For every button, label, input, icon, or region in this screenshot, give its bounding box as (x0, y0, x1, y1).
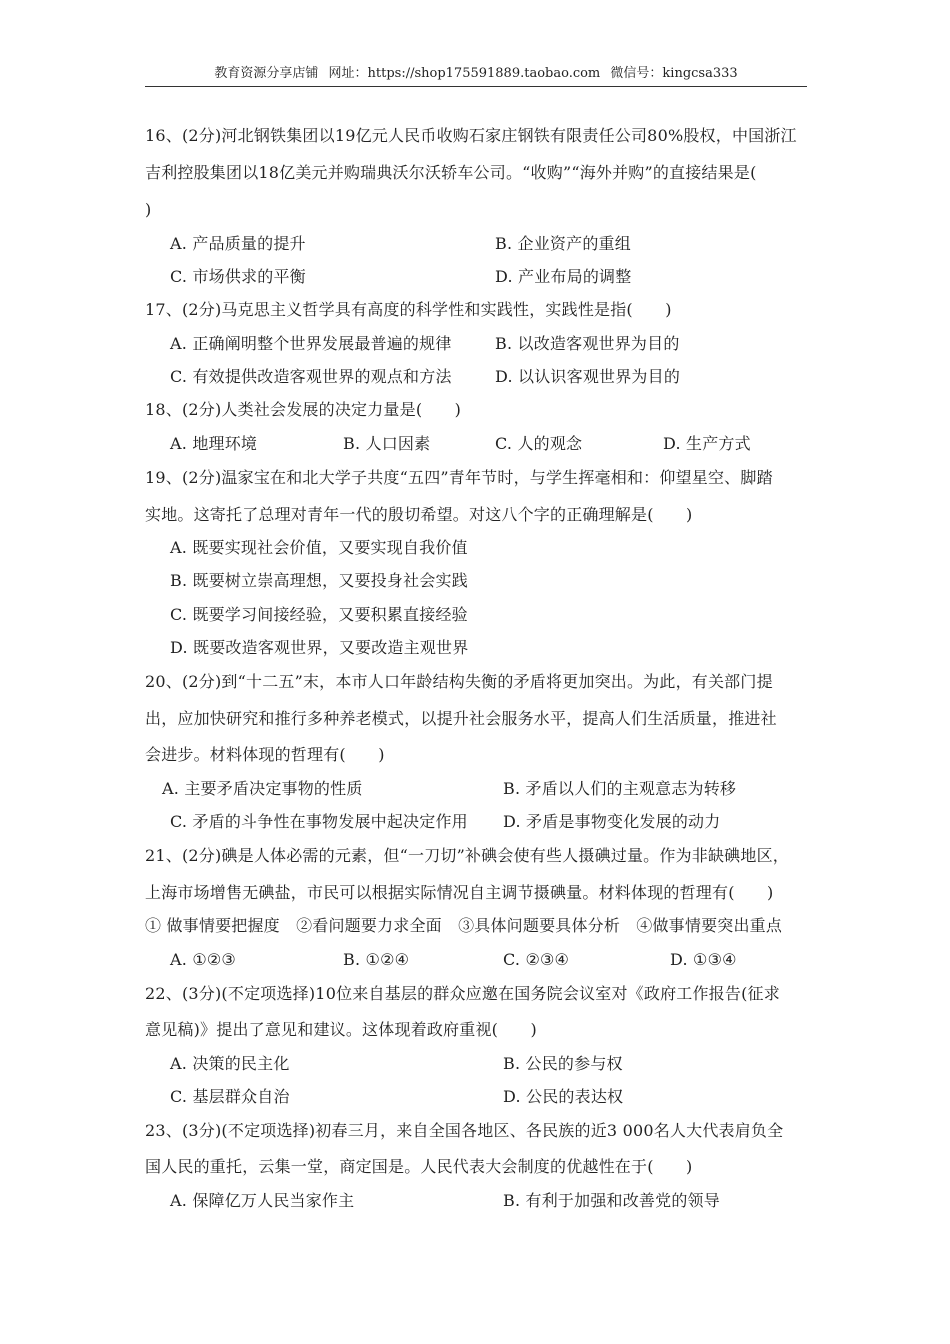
question-17-option-b: B. 以改造客观世界为目的 (495, 334, 680, 353)
question-19-option-b: B. 既要树立崇高理想，又要投身社会实践 (170, 571, 468, 590)
question-20-stem-line-1: 20、(2分)到“十二五”末，本市人口年龄结构失衡的矛盾将更加突出。为此，有关部门提 (145, 672, 773, 691)
question-16-stem-line-3: ) (145, 200, 152, 219)
question-19-option-d: D. 既要改造客观世界，又要改造主观世界 (170, 638, 469, 657)
question-16-option-d: D. 产业布局的调整 (495, 267, 632, 286)
page-header (145, 64, 807, 87)
question-22-option-a: A. 决策的民主化 (170, 1054, 290, 1073)
question-17-stem-line-1: 17、(2分)马克思主义哲学具有高度的科学性和实践性，实践性是指( ) (145, 300, 672, 319)
question-20-stem-line-3: 会进步。材料体现的哲理有( ) (145, 745, 385, 764)
question-17-option-c: C. 有效提供改造客观世界的观点和方法 (170, 367, 452, 386)
question-20-option-c: C. 矛盾的斗争性在事物发展中起决定作用 (170, 812, 468, 831)
question-18-option-c: C. 人的观念 (495, 434, 583, 453)
question-19-option-a: A. 既要实现社会价值，又要实现自我价值 (170, 538, 468, 557)
question-17-option-d: D. 以认识客观世界为目的 (495, 367, 681, 386)
question-23-stem-line-1: 23、(3分)(不定项选择)初春三月，来自全国各地区、各民族的近3 000名人大代表肩负全 (145, 1121, 784, 1140)
question-19-stem-line-1: 19、(2分)温家宝在和北大学子共度“五四”青年节时，与学生挥毫相和：仰望星空、脚踏 (145, 468, 773, 487)
header-shop: 教育资源分享店铺 (214, 66, 319, 81)
question-21-option-d: D. ①③④ (670, 950, 737, 969)
question-16-option-b: B. 企业资产的重组 (495, 234, 631, 253)
question-18-option-d: D. 生产方式 (663, 434, 751, 453)
question-16-option-c: C. 市场供求的平衡 (170, 267, 306, 286)
question-19-option-c: C. 既要学习间接经验，又要积累直接经验 (170, 605, 468, 624)
question-18-option-a: A. 地理环境 (170, 434, 258, 453)
question-16-stem-line-1: 16、(2分)河北钢铁集团以19亿元人民币收购石家庄钢铁有限责任公司80%股权，中国浙江 (145, 126, 797, 145)
question-20-option-b: B. 矛盾以人们的主观意志为转移 (503, 779, 737, 798)
question-18-option-b: B. 人口因素 (343, 434, 431, 453)
question-22-stem-line-2: 意见稿)》提出了意见和建议。这体现着政府重视( ) (145, 1020, 537, 1039)
question-21-option-a: A. ①②③ (170, 950, 236, 969)
question-16-stem-line-2: 吉利控股集团以18亿美元并购瑞典沃尔沃轿车公司。“收购”“海外并购”的直接结果是( (145, 163, 757, 182)
question-21-stem-line-3: ① 做事情要把握度 ②看问题要力求全面 ③具体问题要具体分析 ④做事情要突出重点 (145, 916, 783, 935)
question-18-stem-line-1: 18、(2分)人类社会发展的决定力量是( ) (145, 400, 462, 419)
header-url: 网址：https://shop175591889.taobao.com (328, 66, 601, 81)
question-23-option-b: B. 有利于加强和改善党的领导 (503, 1191, 720, 1210)
question-21-stem-line-1: 21、(2分)碘是人体必需的元素，但“一刀切”补碘会使有些人摄碘过量。作为非缺碘地区， (145, 846, 789, 865)
question-17-option-a: A. 正确阐明整个世界发展最普遍的规律 (170, 334, 452, 353)
question-21-option-c: C. ②③④ (503, 950, 570, 969)
question-22-option-d: D. 公民的表达权 (503, 1087, 624, 1106)
question-23-stem-line-2: 国人民的重托，云集一堂，商定国是。人民代表大会制度的优越性在于( ) (145, 1157, 693, 1176)
question-23-option-a: A. 保障亿万人民当家作主 (170, 1191, 355, 1210)
question-19-stem-line-2: 实地。这寄托了总理对青年一代的殷切希望。对这八个字的正确理解是( ) (145, 505, 693, 524)
header-wechat: 微信号：kingcsa333 (610, 66, 738, 81)
question-21-option-b: B. ①②④ (343, 950, 410, 969)
question-21-stem-line-2: 上海市场增售无碘盐，市民可以根据实际情况自主调节摄碘量。材料体现的哲理有( ) (145, 883, 774, 902)
question-22-option-b: B. 公民的参与权 (503, 1054, 623, 1073)
question-20-option-a: A. 主要矛盾决定事物的性质 (162, 779, 363, 798)
question-20-option-d: D. 矛盾是事物变化发展的动力 (503, 812, 721, 831)
question-16-option-a: A. 产品质量的提升 (170, 234, 306, 253)
question-20-stem-line-2: 出，应加快研究和推行多种养老模式，以提升社会服务水平，提高人们生活质量，推进社 (145, 709, 777, 728)
question-22-option-c: C. 基层群众自治 (170, 1087, 290, 1106)
question-22-stem-line-1: 22、(3分)(不定项选择)10位来自基层的群众应邀在国务院会议室对《政府工作报告(征求 (145, 984, 780, 1003)
